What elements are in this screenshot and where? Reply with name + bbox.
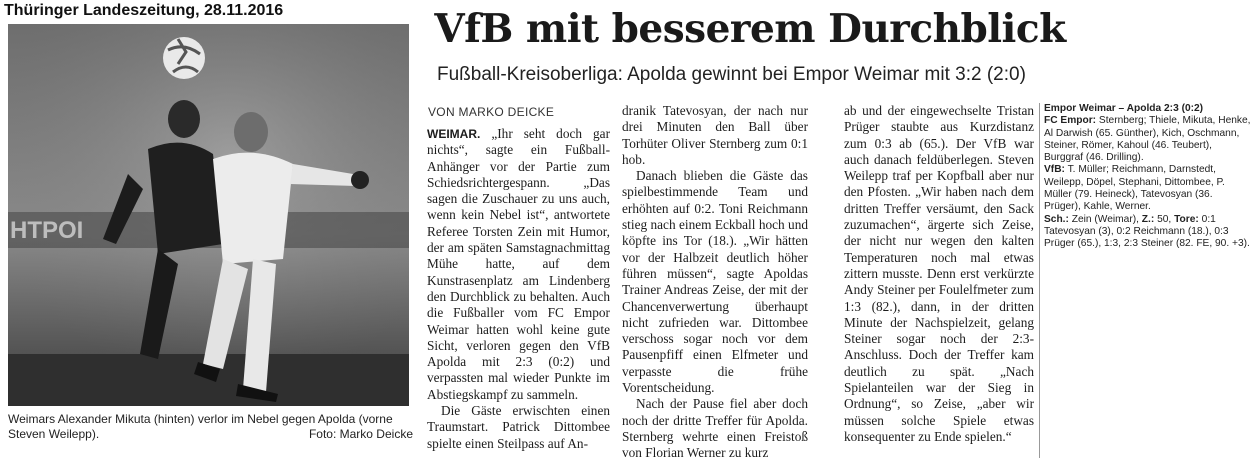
team2-label: VfB: bbox=[1044, 164, 1065, 176]
paragraph: Danach blieben die Gäste das spielbestimmende Team und erhöhten auf 0:2. Toni Reichmann stieg nach einem Eckball hoch und köpfte ins Tor (18.). „Wir hätten vor der Halbzeit deutlich höher führen müssen“, sagte Apoldas Trainer Andreas Zeise, der mit der Chancenverwertung überhaupt nicht zufrieden war. Dittombee verschoss sogar noch vor dem Pausenpfiff einen Elfmeter und verpasste die frühe Vorentscheidung. bbox=[622, 168, 808, 396]
newspaper-source: Thüringer Landeszeitung, 28.11.2016 bbox=[4, 2, 284, 19]
scorebox-title: Empor Weimar – Apolda 2:3 (0:2) bbox=[1044, 103, 1204, 114]
paragraph: dranik Tatevosyan, der nach nur drei Minuten den Ball über Torhüter Oliver Sternberg zum 0:1 hob. bbox=[622, 103, 808, 167]
match-photo bbox=[8, 24, 409, 406]
paragraph: Die Gäste erwischten einen Traumstart. Patrick Dittombee spielte einen Steilpass auf An- bbox=[427, 403, 610, 451]
subheadline: Fußball-Kreisoberliga: Apolda gewinnt bei Empor Weimar mit 3:2 (2:0) bbox=[437, 64, 1026, 85]
lead-paragraph: „Ihr seht doch gar nichts“, sagte ein Fußball-Anhänger vor der Partie zum Schiedsrichtergespann. „Das sagen die Zuschauer zu uns auch, wenn kein Nebel ist“, antwortete Referee Torsten Zein mit Humor, der am späten Samstagnachmittag Mühe hatte, auf dem Kunstrasenplatz am Lindenberg den Durchblick zu behalten. Auch die Fußballer vom FC Empor Weimar hatten wohl keine gute Sicht, verloren gegen den VfB Apolda mit 2:3 (0:2) und verpassten mal wieder Punkte im Abstiegskampf zu sammeln. bbox=[427, 126, 611, 402]
goals: 0:1 Tatevosyan (3), 0:2 Reichmann (18.), 0:3 Prüger (65.), 1:3, 2:3 Steiner (82. FE, 90. +3). bbox=[1044, 213, 1250, 250]
photo-caption bbox=[8, 412, 413, 442]
svg-text:HTPOI: HTPOI bbox=[10, 217, 84, 244]
spectators-label: Z.: bbox=[1141, 213, 1155, 225]
team2-lineup: T. Müller; Reichmann, Darnstedt, Weilepp, Döpel, Stephani, Dittombee, P. Müller (79. Heineck), Tatevosyan (36. Prüger), Kahle, Werner. bbox=[1044, 164, 1225, 213]
players-image bbox=[8, 24, 409, 406]
match-scorebox bbox=[1044, 103, 1252, 251]
referee-label: Sch.: bbox=[1044, 213, 1069, 225]
article-column-2 bbox=[622, 103, 808, 462]
byline: VON MARKO DEICKE bbox=[428, 105, 555, 119]
column-divider bbox=[1039, 103, 1040, 458]
caption-text: Weimars Alexander Mikuta (hinten) verlor im Nebel gegen Apolda (vorne Steven Weilepp). bbox=[8, 412, 393, 441]
spectators: 50, bbox=[1157, 213, 1172, 225]
paragraph: Nach der Pause fiel aber doch noch der dritte Treffer für Apolda. Sternberg wehrte einen Freistoß von Florian Werner zu kurz bbox=[622, 396, 808, 461]
article-column-3 bbox=[844, 103, 1034, 445]
photo-credit: Foto: Marko Deicke bbox=[308, 427, 413, 441]
paragraph: ab und der eingewechselte Tristan Prüger staubte aus Kurzdistanz zum 0:3 ab (65.). Der VfB war auch danach feldüberlegen. Steven Weilepp traf per Kopfball aber nur den Pfosten. „Wir haben nach dem dritten Treffer versäumt, den Sack zuzumachen“, ärgerte sich Zeise, der nicht nur wegen den kalten Temperaturen noch mal etwas zittern musste. Denn erst verkürzte Andy Steiner per Foulelfmeter zum 1:3 (82.), dann, in der dritten Minute der Nachspielzeit, gelang Steiner sogar noch der 2:3-Anschluss. Doch der Treffer kam deutlich zu spät. „Nach Spielanteilen war der Sieg in Ordnung“, so Zeise, „aber wir müssen solche Spiele etwas konsequenter zu Ende spielen.“ bbox=[844, 103, 1034, 444]
team1-lineup: Sternberg; Thiele, Mikuta, Henke, Al Darwish (65. Günther), Kich, Oschmann, Steiner, Römer, Kahoul (46. Teubert), Burggraf (46. Drilling). bbox=[1044, 115, 1251, 164]
headline: VfB mit besserem Durchblick bbox=[434, 6, 1066, 52]
goals-label: Tore: bbox=[1174, 213, 1199, 225]
article-column-1 bbox=[427, 126, 610, 452]
referee: Zein (Weimar), bbox=[1071, 213, 1139, 225]
team1-label: FC Empor: bbox=[1044, 115, 1097, 127]
dateline: WEIMAR. bbox=[427, 127, 481, 141]
